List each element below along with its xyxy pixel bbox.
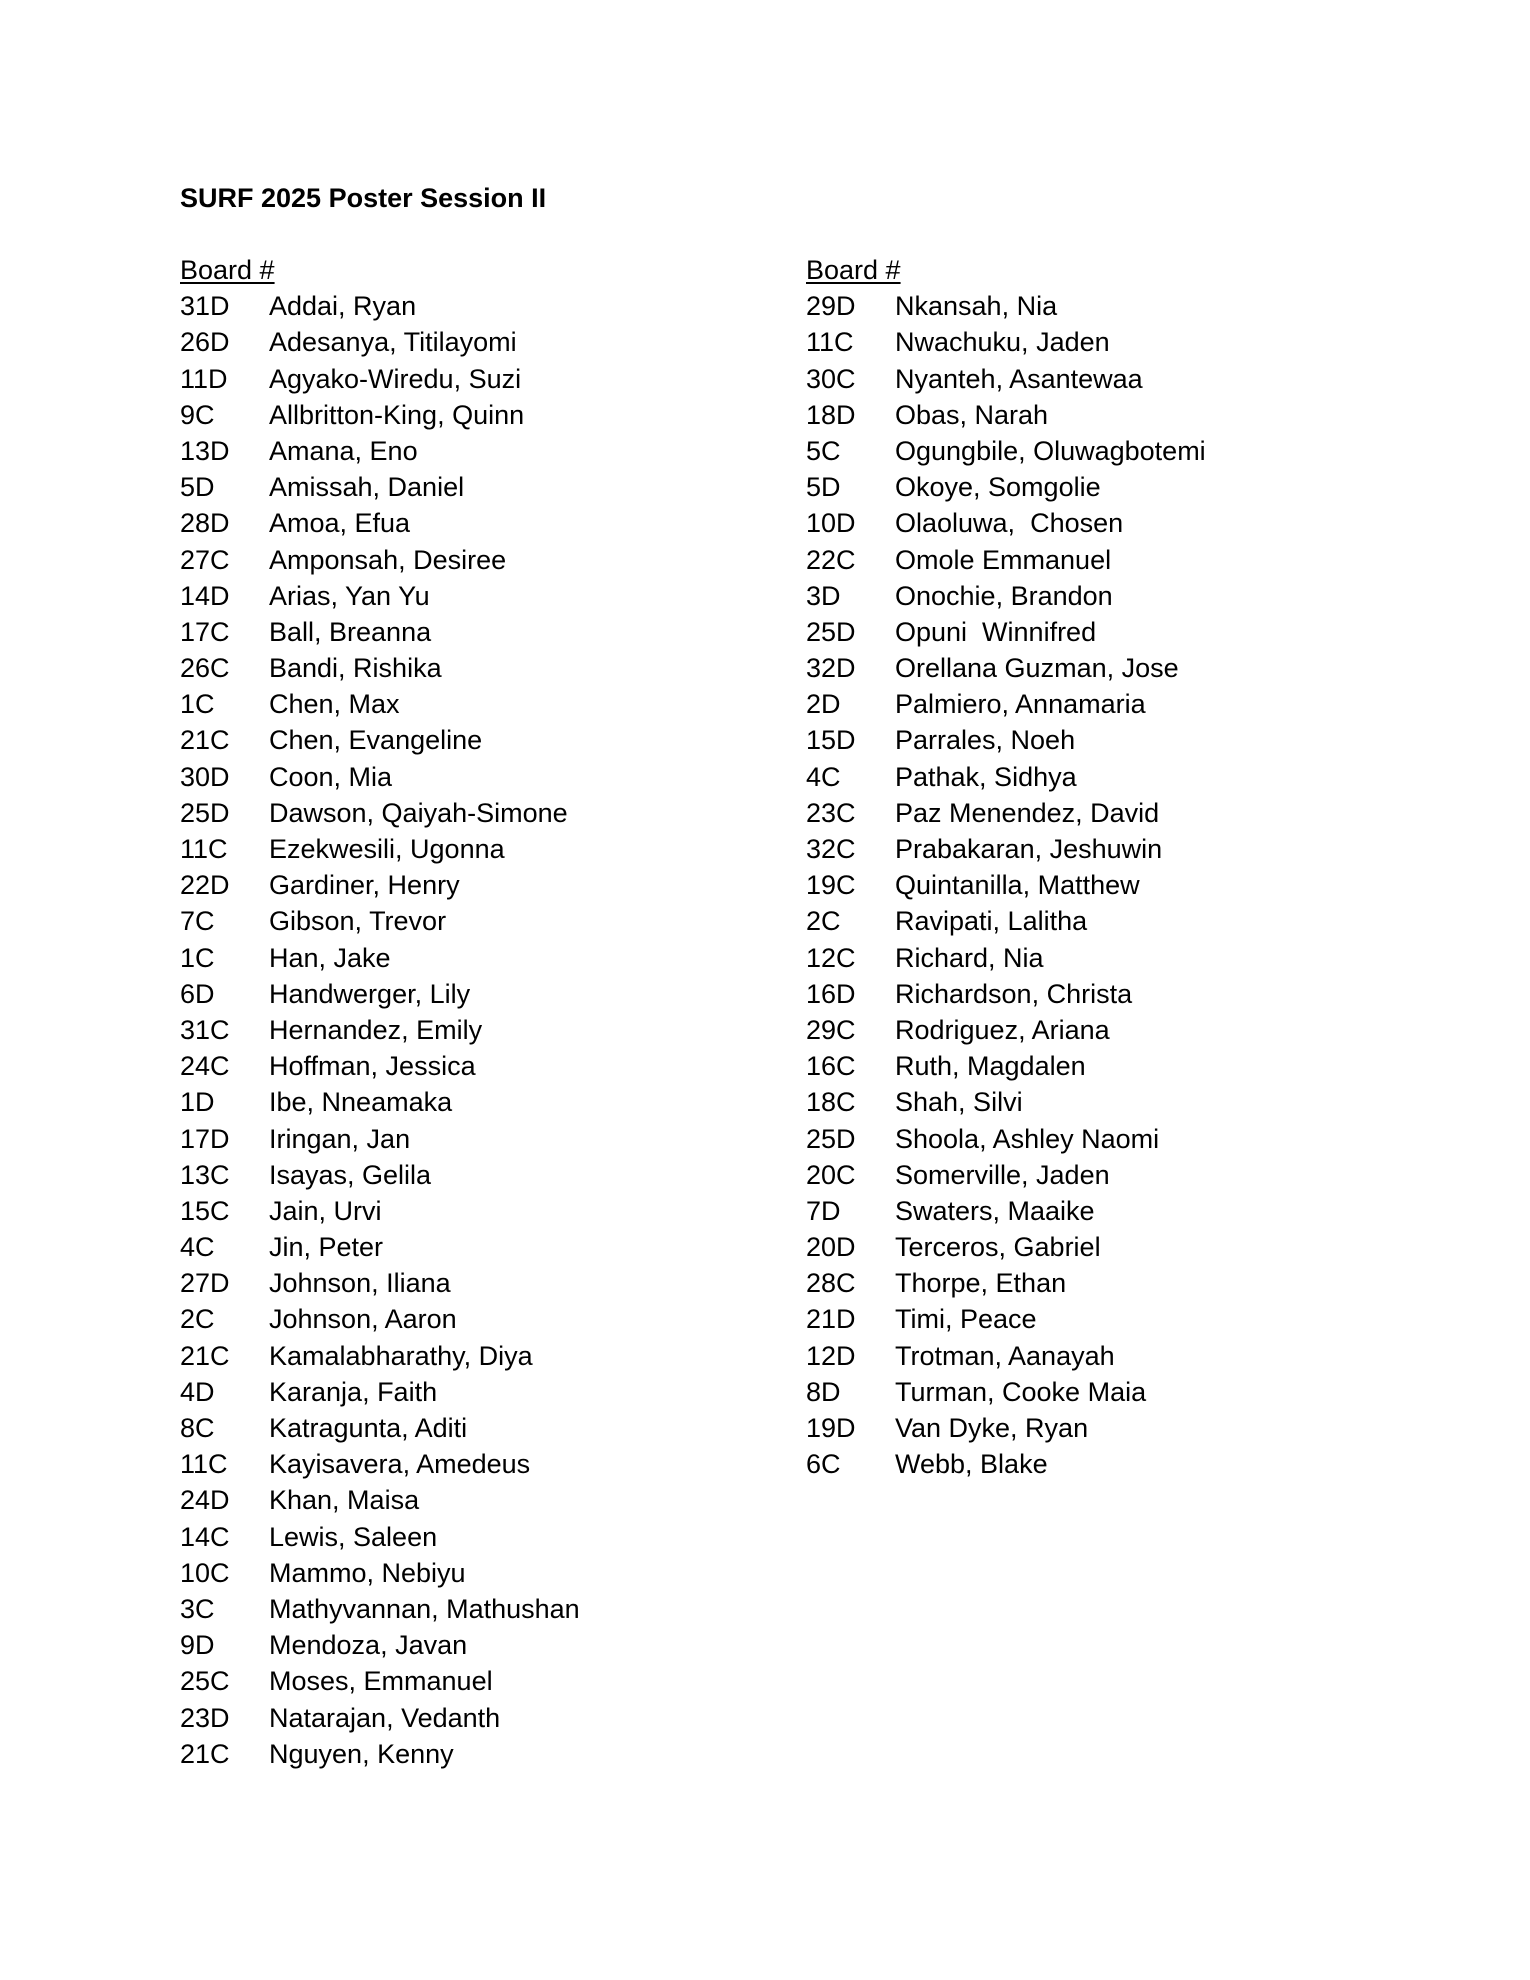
student-name: Iringan, Jan	[269, 1123, 411, 1154]
list-item	[180, 795, 580, 831]
list-item	[180, 1012, 580, 1048]
list-item	[806, 1410, 1206, 1446]
board-number: 21D	[806, 1304, 856, 1335]
board-number: 4C	[180, 1232, 215, 1263]
left-list	[180, 288, 580, 1772]
board-number: 6C	[806, 1449, 841, 1480]
student-name: Omole Emmanuel	[895, 544, 1112, 575]
board-number: 17C	[180, 616, 230, 647]
list-item	[180, 867, 580, 903]
student-name: Ibe, Nneamaka	[269, 1087, 453, 1118]
right-list	[806, 288, 1206, 1482]
board-number: 20C	[806, 1159, 856, 1190]
student-name: Gardiner, Henry	[269, 870, 460, 901]
student-name: Addai, Ryan	[269, 291, 417, 322]
list-item	[180, 940, 580, 976]
board-number: 13D	[180, 435, 230, 466]
student-name: Ogungbile, Oluwagbotemi	[895, 435, 1206, 466]
list-item	[180, 578, 580, 614]
board-number: 2C	[180, 1304, 215, 1335]
list-item	[180, 433, 580, 469]
board-number: 21C	[180, 1340, 230, 1371]
student-name: Johnson, Iliana	[269, 1268, 451, 1299]
board-number: 22C	[806, 544, 856, 575]
board-number: 12D	[806, 1340, 856, 1371]
list-item	[806, 903, 1206, 939]
list-item	[806, 542, 1206, 578]
list-item	[180, 1193, 580, 1229]
student-name: Orellana Guzman, Jose	[895, 653, 1179, 684]
board-number: 22D	[180, 870, 230, 901]
board-number: 16C	[806, 1051, 856, 1082]
board-number: 3D	[806, 580, 841, 611]
student-name: Amissah, Daniel	[269, 472, 465, 503]
list-item	[806, 722, 1206, 758]
student-name: Arias, Yan Yu	[269, 580, 430, 611]
list-item	[806, 650, 1206, 686]
board-number: 23C	[806, 797, 856, 828]
board-number: 15D	[806, 725, 856, 756]
list-item	[806, 578, 1206, 614]
student-name: Obas, Narah	[895, 399, 1049, 430]
student-name: Ruth, Magdalen	[895, 1051, 1086, 1082]
student-name: Swaters, Maaike	[895, 1195, 1095, 1226]
board-number-header: Board #	[180, 255, 275, 285]
list-item	[180, 831, 580, 867]
board-number: 7C	[180, 906, 215, 937]
student-name: Thorpe, Ethan	[895, 1268, 1067, 1299]
list-item	[180, 1519, 580, 1555]
board-number: 17D	[180, 1123, 230, 1154]
list-item	[180, 1555, 580, 1591]
board-number: 1D	[180, 1087, 215, 1118]
board-number: 2C	[806, 906, 841, 937]
board-number: 30C	[806, 363, 856, 394]
board-number: 8D	[806, 1376, 841, 1407]
list-item	[180, 1700, 580, 1736]
student-name: Richard, Nia	[895, 942, 1044, 973]
student-name: Allbritton-King, Quinn	[269, 399, 525, 430]
list-item	[806, 433, 1206, 469]
student-name: Pathak, Sidhya	[895, 761, 1077, 792]
list-item	[180, 1121, 580, 1157]
student-name: Palmiero, Annamaria	[895, 689, 1146, 720]
list-item	[180, 1157, 580, 1193]
list-item	[180, 1338, 580, 1374]
student-name: Trotman, Aanayah	[895, 1340, 1115, 1371]
board-number: 2D	[806, 689, 841, 720]
board-number: 9C	[180, 399, 215, 430]
student-name: Adesanya, Titilayomi	[269, 327, 517, 358]
board-number: 1C	[180, 942, 215, 973]
student-name: Nkansah, Nia	[895, 291, 1058, 322]
student-name: Dawson, Qaiyah-Simone	[269, 797, 568, 828]
list-item	[806, 1121, 1206, 1157]
board-number: 20D	[806, 1232, 856, 1263]
student-name: Ravipati, Lalitha	[895, 906, 1088, 937]
list-item	[180, 361, 580, 397]
list-item	[806, 686, 1206, 722]
student-name: Amponsah, Desiree	[269, 544, 507, 575]
student-name: Rodriguez, Ariana	[895, 1014, 1110, 1045]
student-name: Kayisavera, Amedeus	[269, 1449, 531, 1480]
list-item	[806, 940, 1206, 976]
student-name: Turman, Cooke Maia	[895, 1376, 1147, 1407]
list-item	[180, 1627, 580, 1663]
student-name: Terceros, Gabriel	[895, 1232, 1101, 1263]
student-name: Timi, Peace	[895, 1304, 1037, 1335]
board-number: 27D	[180, 1268, 230, 1299]
student-name: Okoye, Somgolie	[895, 472, 1101, 503]
student-name: Mathyvannan, Mathushan	[269, 1593, 580, 1624]
page-title: SURF 2025 Poster Session II	[180, 183, 547, 213]
list-item	[806, 831, 1206, 867]
list-item	[806, 1374, 1206, 1410]
student-name: Gibson, Trevor	[269, 906, 447, 937]
list-item	[806, 1048, 1206, 1084]
list-item	[806, 1229, 1206, 1265]
board-number: 30D	[180, 761, 230, 792]
list-item	[180, 1301, 580, 1337]
list-item	[180, 759, 580, 795]
board-number: 14C	[180, 1521, 230, 1552]
list-item	[806, 759, 1206, 795]
list-item	[180, 686, 580, 722]
student-name: Han, Jake	[269, 942, 391, 973]
board-number: 25D	[806, 1123, 856, 1154]
student-name: Nyanteh, Asantewaa	[895, 363, 1143, 394]
board-number: 25D	[806, 616, 856, 647]
board-number: 15C	[180, 1195, 230, 1226]
student-name: Katragunta, Aditi	[269, 1413, 468, 1443]
list-item	[180, 1663, 580, 1699]
student-name: Ball, Breanna	[269, 616, 432, 647]
list-item	[180, 1446, 580, 1482]
board-number: 19C	[806, 870, 856, 901]
student-name: Jin, Peter	[269, 1232, 384, 1263]
board-number: 11C	[806, 327, 854, 358]
student-name: Olaoluwa, Chosen	[895, 508, 1124, 539]
list-item	[180, 1084, 580, 1120]
board-number: 12C	[806, 942, 856, 973]
list-item	[180, 1591, 580, 1627]
board-number: 4C	[806, 761, 841, 792]
list-item	[180, 650, 580, 686]
student-name: Shah, Silvi	[895, 1087, 1023, 1118]
board-number: 21C	[180, 725, 230, 756]
student-name: Amoa, Efua	[269, 508, 411, 539]
list-item	[180, 1048, 580, 1084]
list-item	[806, 1265, 1206, 1301]
student-name: Mendoza, Javan	[269, 1630, 468, 1661]
student-name: Chen, Max	[269, 689, 400, 720]
board-number: 9D	[180, 1630, 215, 1661]
student-name: Ezekwesili, Ugonna	[269, 834, 505, 864]
board-number: 29D	[806, 291, 856, 322]
board-number: 7D	[806, 1195, 841, 1226]
board-number: 28C	[806, 1268, 856, 1299]
list-item	[180, 505, 580, 541]
student-name: Quintanilla, Matthew	[895, 870, 1140, 901]
student-name: Moses, Emmanuel	[269, 1666, 493, 1697]
list-item	[806, 1193, 1206, 1229]
board-number: 32C	[806, 834, 856, 864]
list-item	[806, 1012, 1206, 1048]
list-item	[180, 903, 580, 939]
list-item	[806, 1301, 1206, 1337]
list-item	[180, 976, 580, 1012]
student-name: Van Dyke, Ryan	[895, 1413, 1089, 1443]
board-number: 18D	[806, 399, 856, 430]
list-item	[180, 542, 580, 578]
list-item	[180, 1410, 580, 1446]
board-number: 26D	[180, 327, 230, 358]
board-number: 24C	[180, 1051, 230, 1082]
student-name: Hernandez, Emily	[269, 1014, 483, 1045]
board-number: 19D	[806, 1413, 856, 1443]
list-item	[806, 1084, 1206, 1120]
student-name: Natarajan, Vedanth	[269, 1702, 501, 1733]
student-name: Johnson, Aaron	[269, 1304, 457, 1335]
board-number: 11D	[180, 363, 228, 394]
list-item	[180, 288, 580, 324]
student-name: Chen, Evangeline	[269, 725, 483, 756]
student-name: Somerville, Jaden	[895, 1159, 1110, 1190]
student-name: Onochie, Brandon	[895, 580, 1113, 611]
board-number: 6D	[180, 978, 215, 1009]
board-number: 24D	[180, 1485, 230, 1516]
list-item	[806, 614, 1206, 650]
student-name: Paz Menendez, David	[895, 797, 1160, 828]
board-number: 10C	[180, 1557, 230, 1588]
list-item	[180, 397, 580, 433]
student-name: Amana, Eno	[269, 435, 418, 466]
board-number: 25D	[180, 797, 230, 828]
list-item	[806, 505, 1206, 541]
student-name: Coon, Mia	[269, 761, 393, 792]
board-number: 16D	[806, 978, 856, 1009]
board-number: 10D	[806, 508, 856, 539]
student-name: Parrales, Noeh	[895, 725, 1076, 756]
student-name: Bandi, Rishika	[269, 653, 442, 684]
board-number: 21C	[180, 1738, 230, 1769]
board-number-header: Board #	[806, 255, 901, 285]
board-number: 14D	[180, 580, 230, 611]
board-number: 28D	[180, 508, 230, 539]
list-item	[806, 976, 1206, 1012]
student-name: Mammo, Nebiyu	[269, 1557, 466, 1588]
list-item	[180, 1736, 580, 1772]
student-name: Nwachuku, Jaden	[895, 327, 1110, 358]
student-name: Lewis, Saleen	[269, 1521, 438, 1552]
list-item	[806, 288, 1206, 324]
right-column	[806, 252, 1206, 1482]
list-item	[806, 795, 1206, 831]
board-number: 23D	[180, 1702, 230, 1733]
board-number: 13C	[180, 1159, 230, 1190]
student-name: Shoola, Ashley Naomi	[895, 1123, 1160, 1154]
student-name: Opuni Winnifred	[895, 616, 1097, 647]
list-item	[180, 1374, 580, 1410]
board-number: 27C	[180, 544, 230, 575]
student-name: Richardson, Christa	[895, 978, 1133, 1009]
student-name: Karanja, Faith	[269, 1376, 438, 1407]
list-item	[806, 397, 1206, 433]
list-item	[806, 867, 1206, 903]
student-name: Nguyen, Kenny	[269, 1738, 454, 1769]
board-number: 18C	[806, 1087, 856, 1118]
board-number: 4D	[180, 1376, 215, 1407]
left-column	[180, 252, 580, 1772]
board-number: 31D	[180, 291, 230, 322]
list-item	[180, 1265, 580, 1301]
list-item	[180, 324, 580, 360]
student-name: Agyako-Wiredu, Suzi	[269, 363, 522, 394]
board-number: 8C	[180, 1413, 215, 1443]
list-item	[806, 469, 1206, 505]
student-name: Webb, Blake	[895, 1449, 1048, 1480]
board-number: 1C	[180, 689, 215, 720]
student-name: Jain, Urvi	[269, 1195, 382, 1226]
board-number: 3C	[180, 1593, 215, 1624]
student-name: Kamalabharathy, Diya	[269, 1340, 533, 1371]
student-name: Handwerger, Lily	[269, 978, 471, 1009]
list-item	[180, 614, 580, 650]
list-item	[180, 722, 580, 758]
list-item	[180, 1229, 580, 1265]
board-number: 5C	[806, 435, 841, 466]
list-item	[806, 324, 1206, 360]
list-item	[806, 1157, 1206, 1193]
student-name: Hoffman, Jessica	[269, 1051, 476, 1082]
board-number: 5D	[180, 472, 215, 503]
student-name: Khan, Maisa	[269, 1485, 420, 1516]
board-number: 31C	[180, 1014, 230, 1045]
list-item	[806, 1446, 1206, 1482]
list-item	[806, 361, 1206, 397]
board-number: 5D	[806, 472, 841, 503]
board-number: 29C	[806, 1014, 856, 1045]
list-item	[180, 1482, 580, 1518]
board-number: 11C	[180, 1449, 228, 1480]
list-item	[806, 1338, 1206, 1374]
board-number: 26C	[180, 653, 230, 684]
board-number: 11C	[180, 834, 228, 864]
student-name: Prabakaran, Jeshuwin	[895, 834, 1163, 864]
board-number: 32D	[806, 653, 856, 684]
student-name: Isayas, Gelila	[269, 1159, 432, 1190]
board-number: 25C	[180, 1666, 230, 1697]
list-item	[180, 469, 580, 505]
